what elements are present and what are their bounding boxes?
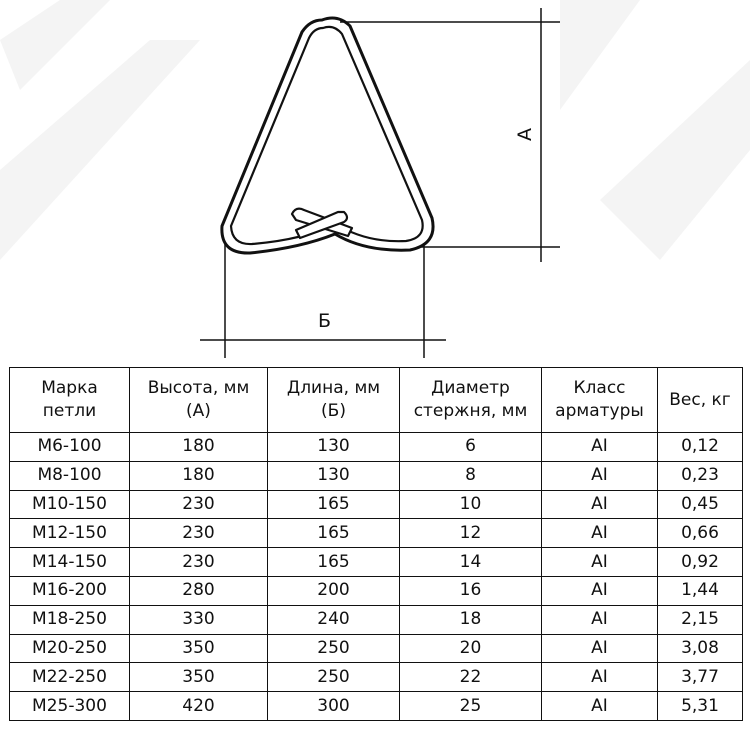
header-height — [130, 368, 268, 433]
table-row — [10, 634, 743, 663]
table-row — [10, 576, 743, 605]
header-line: (Б) — [321, 401, 346, 421]
cell-height: 180 — [130, 461, 268, 490]
loop-specification-table — [9, 367, 743, 721]
cell-diameter: 8 — [400, 461, 542, 490]
header-line: стержня, мм — [413, 401, 528, 421]
cell-class: AI — [542, 490, 658, 519]
cell-mark: М10-150 — [10, 490, 130, 519]
cell-weight: 3,77 — [658, 663, 743, 692]
cell-weight: 0,66 — [658, 519, 743, 548]
header-weight — [658, 368, 743, 433]
cell-weight: 0,92 — [658, 548, 743, 577]
header-line: арматуры — [555, 401, 644, 421]
cell-mark: М8-100 — [10, 461, 130, 490]
cell-mark: М25-300 — [10, 692, 130, 721]
cell-height: 350 — [130, 634, 268, 663]
cell-height: 180 — [130, 433, 268, 462]
header-rod-diameter — [400, 368, 542, 433]
cell-length: 130 — [268, 461, 400, 490]
cell-diameter: 6 — [400, 433, 542, 462]
table-row — [10, 433, 743, 462]
cell-diameter: 16 — [400, 576, 542, 605]
cell-height: 230 — [130, 519, 268, 548]
cell-class: AI — [542, 692, 658, 721]
header-line: петли — [42, 401, 97, 421]
table-header-row — [10, 368, 743, 433]
cell-weight: 2,15 — [658, 605, 743, 634]
cell-class: AI — [542, 433, 658, 462]
cell-class: AI — [542, 548, 658, 577]
cell-mark: М12-150 — [10, 519, 130, 548]
cell-diameter: 10 — [400, 490, 542, 519]
cell-weight: 0,45 — [658, 490, 743, 519]
cell-mark: М16-200 — [10, 576, 130, 605]
cell-weight: 0,23 — [658, 461, 743, 490]
cell-diameter: 18 — [400, 605, 542, 634]
cell-mark: М20-250 — [10, 634, 130, 663]
cell-height: 230 — [130, 490, 268, 519]
table-row — [10, 519, 743, 548]
header-line: Класс — [573, 378, 626, 399]
cell-length: 300 — [268, 692, 400, 721]
cell-weight: 3,08 — [658, 634, 743, 663]
cell-length: 165 — [268, 519, 400, 548]
table-row — [10, 548, 743, 577]
cell-weight: 5,31 — [658, 692, 743, 721]
cell-mark: М22-250 — [10, 663, 130, 692]
cell-weight: 0,12 — [658, 433, 743, 462]
watermark — [0, 0, 750, 260]
cell-diameter: 22 — [400, 663, 542, 692]
cell-diameter: 25 — [400, 692, 542, 721]
header-line: (А) — [186, 401, 211, 421]
cell-height: 350 — [130, 663, 268, 692]
cell-mark: М18-250 — [10, 605, 130, 634]
table-row — [10, 692, 743, 721]
header-line: Вес, кг — [669, 389, 731, 410]
table-row — [10, 461, 743, 490]
cell-height: 280 — [130, 576, 268, 605]
header-line: Высота, мм — [147, 378, 250, 399]
cell-class: AI — [542, 634, 658, 663]
header-rebar-class — [542, 368, 658, 433]
table-row — [10, 605, 743, 634]
cell-class: AI — [542, 519, 658, 548]
cell-diameter: 20 — [400, 634, 542, 663]
table-row — [10, 490, 743, 519]
header-line: Длина, мм — [286, 378, 381, 399]
header-line: Марка — [41, 378, 98, 399]
cell-class: AI — [542, 605, 658, 634]
cell-length: 240 — [268, 605, 400, 634]
cell-class: AI — [542, 663, 658, 692]
header-line: Диаметр — [431, 378, 510, 399]
cell-length: 250 — [268, 663, 400, 692]
header-length — [268, 368, 400, 433]
cell-length: 200 — [268, 576, 400, 605]
cell-mark: М14-150 — [10, 548, 130, 577]
cell-length: 165 — [268, 490, 400, 519]
dimension-label-a: А — [514, 128, 536, 141]
cell-length: 165 — [268, 548, 400, 577]
cell-mark: М6-100 — [10, 433, 130, 462]
lifting-loop-drawing — [0, 0, 750, 365]
cell-height: 230 — [130, 548, 268, 577]
cell-diameter: 14 — [400, 548, 542, 577]
cell-length: 250 — [268, 634, 400, 663]
cell-length: 130 — [268, 433, 400, 462]
cell-class: AI — [542, 461, 658, 490]
table-row — [10, 663, 743, 692]
cell-weight: 1,44 — [658, 576, 743, 605]
header-loop-mark — [10, 368, 130, 433]
cell-class: AI — [542, 576, 658, 605]
cell-diameter: 12 — [400, 519, 542, 548]
cell-height: 330 — [130, 605, 268, 634]
cell-height: 420 — [130, 692, 268, 721]
dimension-label-b: Б — [318, 310, 332, 332]
